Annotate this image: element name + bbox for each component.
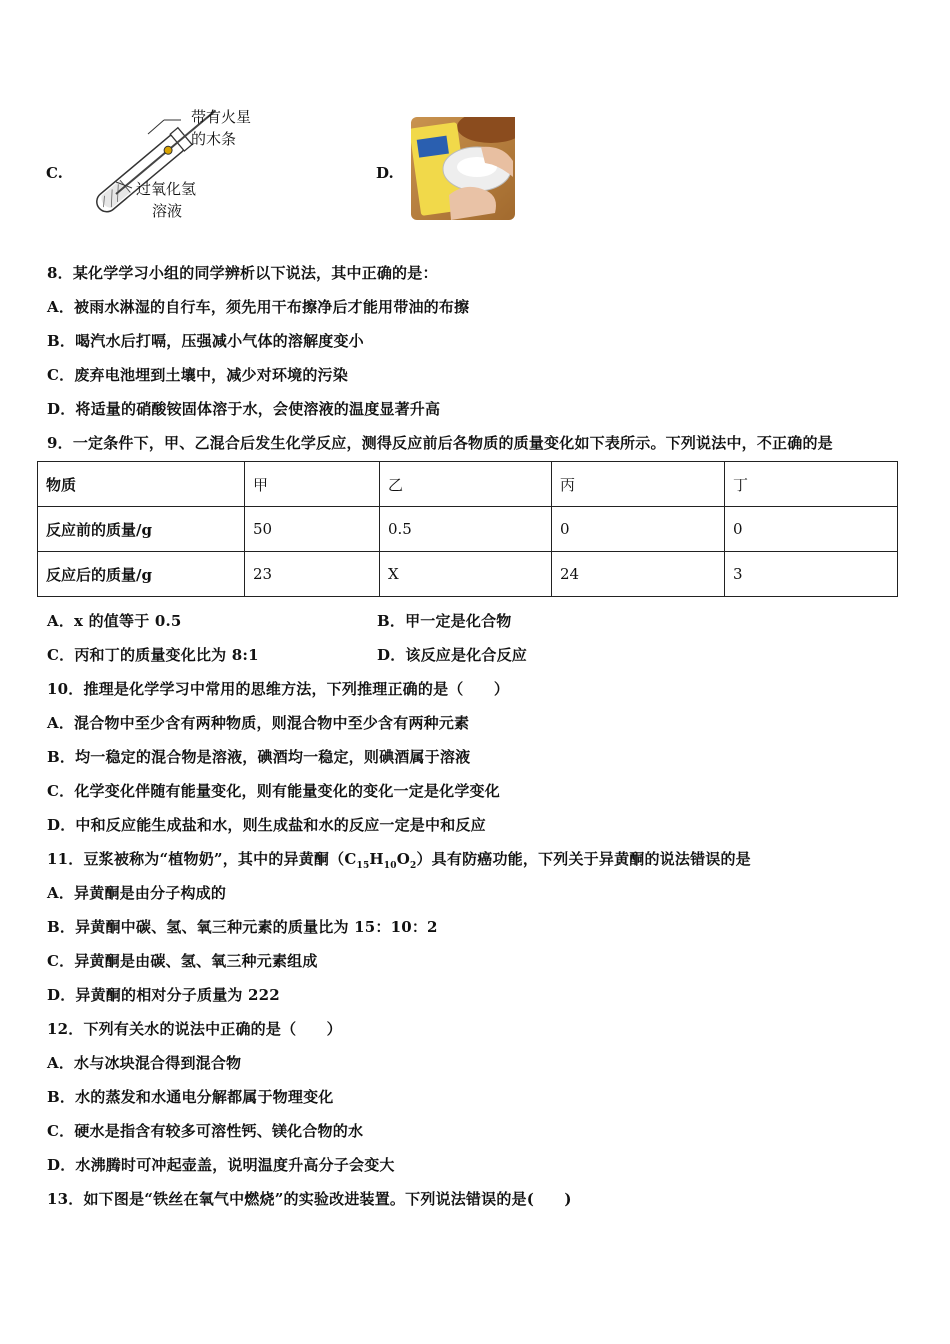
table-cell: 0 <box>552 507 725 552</box>
table-cell: X <box>380 552 552 597</box>
q11-stem-before: 11．豆浆被称为“植物奶”，其中的异黄酮（C <box>47 850 357 868</box>
q11-sub-2: 10 <box>383 861 397 871</box>
table-cell: 反应前的质量/g <box>38 507 245 552</box>
q8-option-c: C．废弃电池埋到土壤中，减少对环境的污染 <box>47 366 348 384</box>
q11-option-d: D．异黄酮的相对分子质量为 222 <box>47 986 280 1004</box>
q11-option-c: C．异黄酮是由碳、氢、氧三种元素组成 <box>47 952 318 970</box>
table-cell: 24 <box>552 552 725 597</box>
q10-option-a: A．混合物中至少含有两种物质，则混合物中至少含有两种元素 <box>47 714 470 732</box>
q10-option-b: B．均一稳定的混合物是溶液，碘酒均一稳定，则碘酒属于溶液 <box>47 748 471 766</box>
q12-option-b: B．水的蒸发和水通电分解都属于物理变化 <box>47 1088 334 1106</box>
question-8-stem: 8．某化学学习小组的同学辨析以下说法，其中正确的是： <box>47 264 438 282</box>
question-9-stem: 9．一定条件下，甲、乙混合后发生化学反应，测得反应前后各物质的质量变化如下表所示。下列说法中，不正确的是 <box>47 434 833 452</box>
q10-option-c: C．化学变化伴随有能量变化，则有能量变化的变化一定是化学变化 <box>47 782 500 800</box>
q8-option-b: B．喝汽水后打嗝，压强减小气体的溶解度变小 <box>47 332 364 350</box>
solution-label-2: 溶液 <box>152 202 183 220</box>
question-12-stem: 12．下列有关水的说法中正确的是（ ） <box>47 1020 342 1038</box>
q9-option-c: C．丙和丁的质量变化比为 8:1 <box>47 646 259 664</box>
option-d-label: D. <box>376 164 394 182</box>
question-10-stem: 10．推理是化学学习中常用的思维方法，下列推理正确的是（ ） <box>47 680 510 698</box>
q11-stem-after: ）具有防癌功能，下列关于异黄酮的说法错误的是 <box>416 850 751 868</box>
q11-mid-1: H <box>369 850 384 868</box>
q12-option-a: A．水与冰块混合得到混合物 <box>47 1054 242 1072</box>
q12-option-c: C．硬水是指含有较多可溶性钙、镁化合物的水 <box>47 1122 364 1140</box>
table-cell: 3 <box>725 552 898 597</box>
q11-option-a: A．异黄酮是由分子构成的 <box>47 884 227 902</box>
splint-label-1: 带有火星 <box>191 108 252 126</box>
q11-option-b: B．异黄酮中碳、氢、氧三种元素的质量比为 15：10：2 <box>47 918 438 936</box>
q10-option-d: D．中和反应能生成盐和水，则生成盐和水的反应一定是中和反应 <box>47 816 486 834</box>
solution-label-1: 过氧化氢 <box>136 180 197 198</box>
table-header-cell: 乙 <box>380 462 552 507</box>
table-cell: 反应后的质量/g <box>38 552 245 597</box>
q8-option-d: D．将适量的硝酸铵固体溶于水，会使溶液的温度显著升高 <box>47 400 441 418</box>
table-header-row <box>38 462 898 507</box>
q8-option-a: A．被雨水淋湿的自行车，须先用干布擦净后才能用带油的布擦 <box>47 298 470 316</box>
q11-sub-1: 15 <box>356 861 370 871</box>
question-13-stem: 13．如下图是“铁丝在氧气中燃烧”的实验改进装置。下列说法错误的是( ) <box>47 1190 572 1208</box>
q11-mid-2: O <box>396 850 411 868</box>
option-c-label: C. <box>46 164 63 182</box>
question-11-stem <box>47 848 751 871</box>
table-cell: 23 <box>245 552 380 597</box>
photo-figure <box>411 117 515 220</box>
table-header-cell: 物质 <box>38 462 245 507</box>
photo-image-icon <box>411 117 515 220</box>
splint-label-2: 的木条 <box>191 130 237 148</box>
q9-option-d: D．该反应是化合反应 <box>377 646 528 664</box>
q9-option-a: A．x 的值等于 0.5 <box>47 612 182 630</box>
table-row <box>38 507 898 552</box>
table-cell: 0 <box>725 507 898 552</box>
table-header-cell: 甲 <box>245 462 380 507</box>
table-header-cell: 丙 <box>552 462 725 507</box>
q12-option-d: D．水沸腾时可冲起壶盖，说明温度升高分子会变大 <box>47 1156 395 1174</box>
table-header-cell: 丁 <box>725 462 898 507</box>
table-cell: 50 <box>245 507 380 552</box>
q9-option-b: B．甲一定是化合物 <box>377 612 512 630</box>
q11-sub-3: 2 <box>410 861 417 871</box>
table-row <box>38 552 898 597</box>
mass-change-table <box>37 461 898 597</box>
table-cell: 0.5 <box>380 507 552 552</box>
